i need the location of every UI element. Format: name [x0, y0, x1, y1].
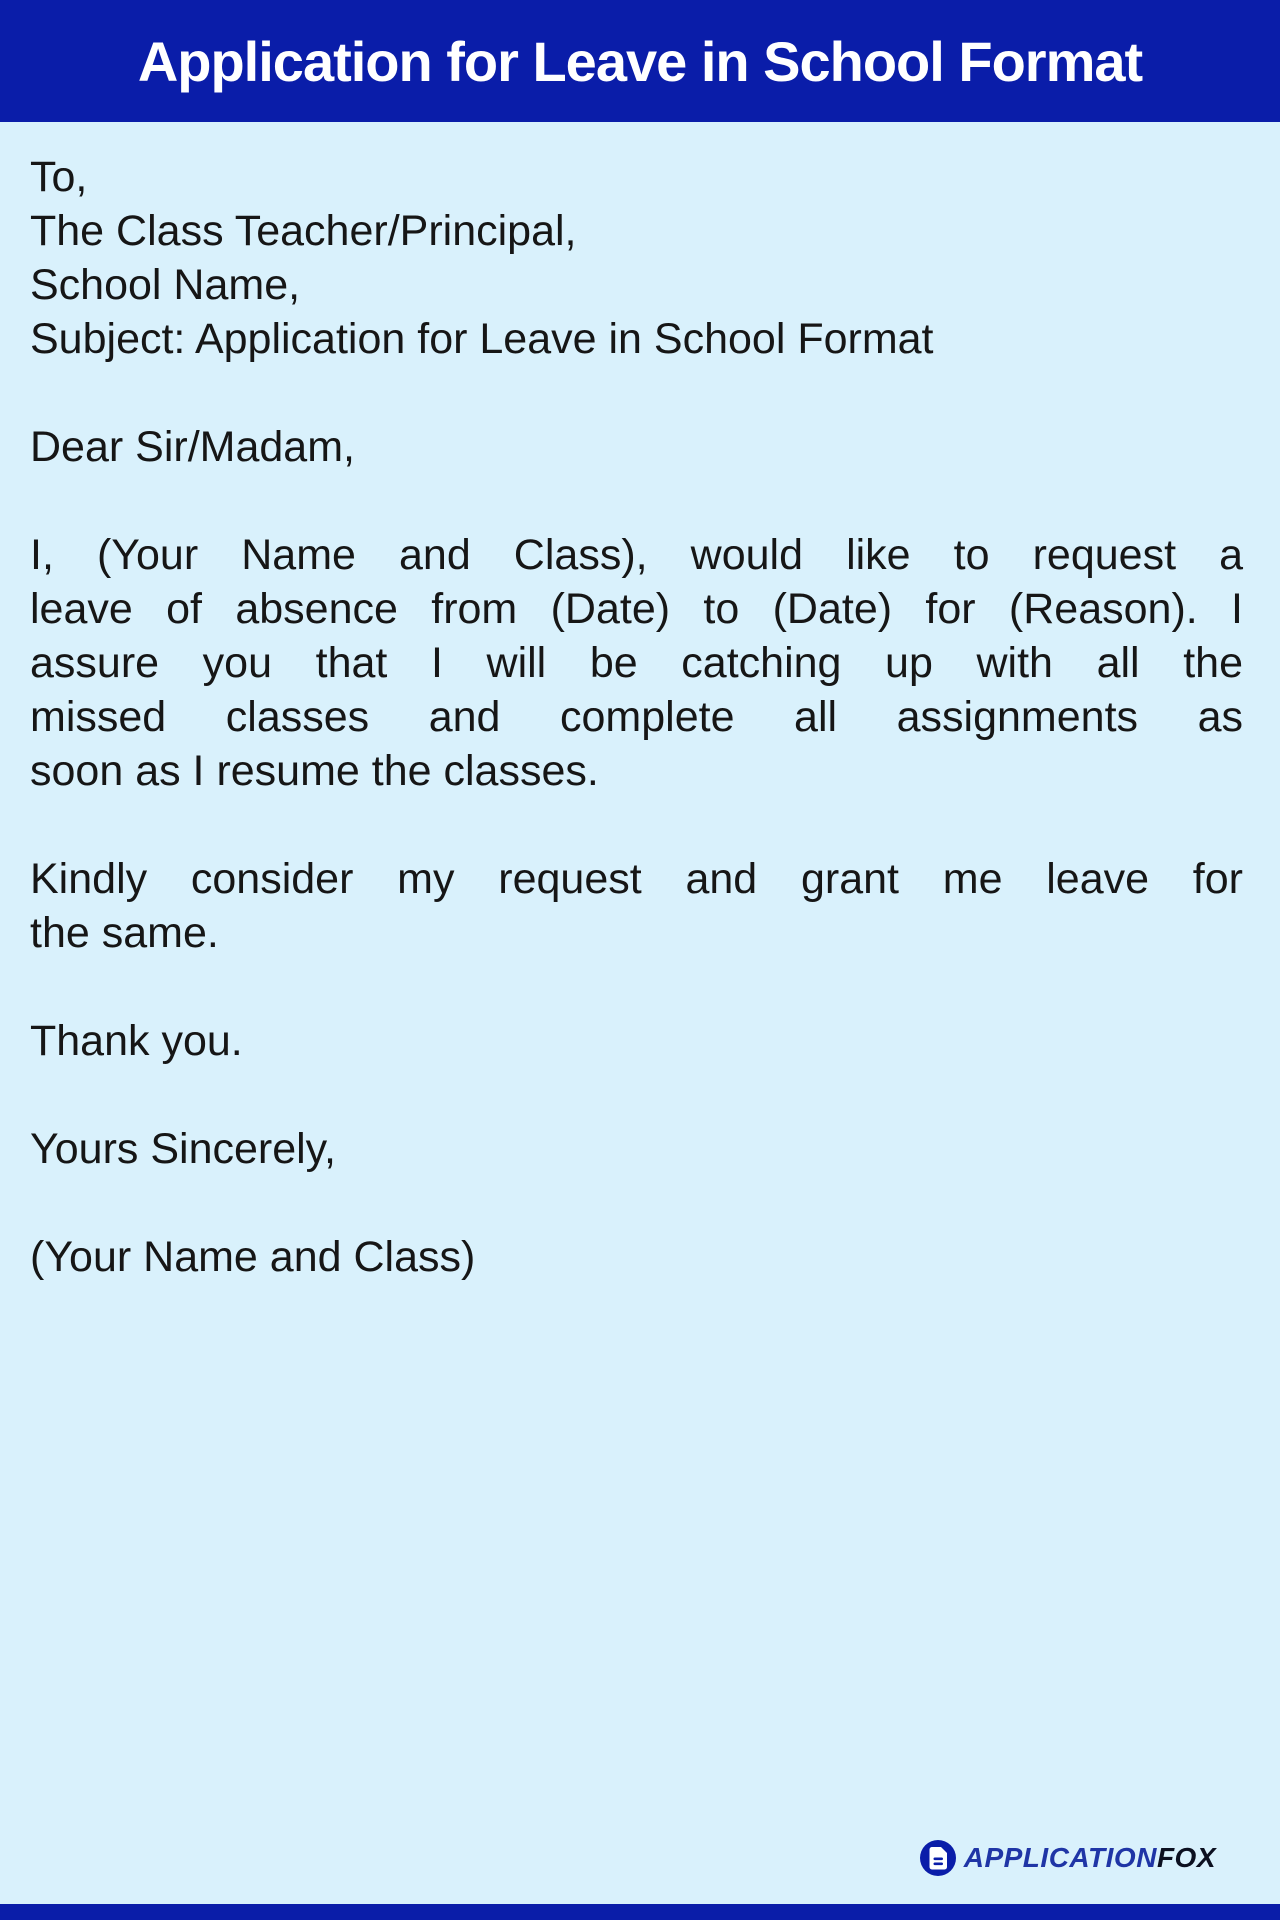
brand-text-primary: APPLICATION — [963, 1842, 1157, 1873]
address-line: To, — [30, 153, 88, 201]
body-line: leave of absence from (Date) to (Date) for (Reason). I — [30, 585, 1243, 633]
signature-line: (Your Name and Class) — [30, 1233, 476, 1281]
thank-you-line: Thank you. — [30, 1017, 243, 1065]
closing — [30, 1122, 1243, 1176]
request-paragraph — [30, 852, 1243, 960]
body-line: missed classes and complete all assignments as — [30, 693, 1243, 741]
address-block — [30, 150, 1243, 366]
brand-text — [964, 1842, 1216, 1874]
salutation-line: Dear Sir/Madam, — [30, 423, 355, 471]
address-line: The Class Teacher/Principal, — [30, 207, 577, 255]
letter-body — [0, 122, 1280, 1284]
body-line: soon as I resume the classes. — [30, 747, 599, 795]
body-paragraph — [30, 528, 1243, 798]
address-line: Subject: Application for Leave in School Format — [30, 315, 934, 363]
request-line: the same. — [30, 909, 219, 957]
address-line: School Name, — [30, 261, 301, 309]
closing-line: Yours Sincerely, — [30, 1125, 336, 1173]
document-icon — [920, 1840, 956, 1876]
header-bar — [0, 0, 1280, 122]
request-line: Kindly consider my request and grant me leave for — [30, 855, 1243, 903]
brand-text-secondary: FOX — [1156, 1842, 1216, 1873]
page-title: Application for Leave in School Format — [137, 29, 1143, 93]
body-line: assure you that I will be catching up with all the — [30, 639, 1243, 687]
signature — [30, 1230, 1243, 1284]
body-line: I, (Your Name and Class), would like to request a — [30, 531, 1243, 579]
footer-bar — [0, 1904, 1280, 1920]
applicationfox-logo — [920, 1840, 1216, 1876]
salutation — [30, 420, 1243, 474]
thank-you — [30, 1014, 1243, 1068]
